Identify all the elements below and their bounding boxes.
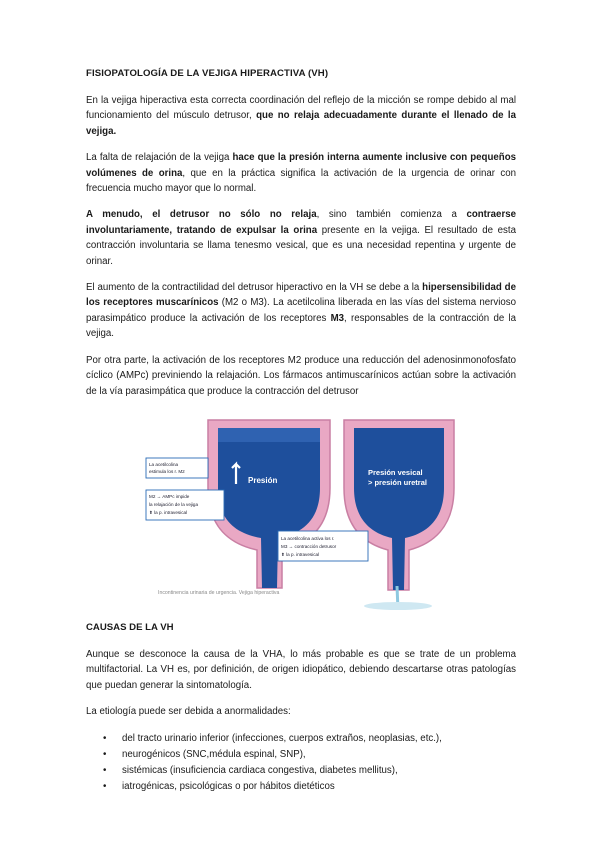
p2-text-c: , que en la práctica significa la activación de la urgencia de orinar con frecuencia mucho mayor que lo normal.	[86, 167, 516, 195]
urine-puddle	[364, 602, 432, 610]
box3-line-1: La acetilcolina activa los r.	[281, 535, 335, 541]
p4-text-a: El aumento de la contractilidad del detrusor hiperactivo en la VH se debe a la	[86, 282, 423, 294]
paragraph-2	[86, 150, 516, 196]
figure-caption: Incontinencia urinaria de urgencia. Vejiga hiperactiva	[158, 589, 280, 596]
paragraph-3	[86, 207, 516, 269]
paragraph-1	[86, 93, 516, 139]
left-pressure-label: Presión	[248, 475, 278, 485]
right-label-line-1: Presión vesical	[368, 467, 423, 477]
bullet-icon: •	[103, 781, 107, 793]
p3-text-d: presente en la vejiga. El resultado de esta contracción involuntaria se llama tenesmo vesical, que es una necesidad repentina y urgente de orinar.	[86, 224, 516, 267]
box3-line-2: M3 → contracción detrusor	[281, 543, 337, 549]
box2-line-1: M2 → AMPc impide	[149, 493, 190, 499]
acetylcholine-m3-box	[278, 531, 368, 561]
page-title: FISIOPATOLOGÍA DE LA VEJIGA HIPERACTIVA (VH)	[86, 68, 329, 79]
p1-text: En la vejiga hiperactiva esta correcta coordinación del reflejo de la micción se rompe debido al mal funcionamiento del músculo detrusor,	[86, 95, 516, 122]
bullet-icon: •	[103, 765, 107, 777]
bullet-icon: •	[103, 732, 107, 744]
bladder-figure	[86, 410, 516, 610]
p4-text-c: (M2 o M3). La acetilcolina liberada en las vías del sistema nervioso parasimpático produce la activación de los receptores	[86, 297, 516, 324]
p2-text-a: La falta de relajación de la vejiga	[86, 152, 233, 164]
paragraph-4	[86, 280, 516, 342]
left-bladder	[208, 420, 330, 588]
right-bladder	[344, 420, 454, 610]
p3-bold-a: A menudo, el detrusor no sólo no relaja	[86, 209, 317, 221]
list-item-text: neurogénicos (SNC,médula espinal, SNP),	[122, 748, 306, 760]
box3-line-3: ⬆ la p. intravesical	[281, 551, 320, 557]
box1-line-1: La acetilcolina	[149, 461, 179, 467]
list-item	[86, 731, 516, 746]
p2-bold: hace que la presión interna aumente inclusive con pequeños volúmenes de orina	[86, 152, 516, 179]
list-item	[86, 779, 516, 794]
document-content	[86, 68, 516, 796]
list-item	[86, 747, 516, 762]
list-item-text: sistémicas (insuficiencia cardiaca congestiva, diabetes mellitus),	[122, 765, 398, 777]
paragraph-5: Por otra parte, la activación de los receptores M2 produce una reducción del adenosinmonofosfato cíclico (AMPc) previniendo la relajación. Los fármacos antimuscarínicos actúan sobre la activación de la vía parasimpática que produce la contracción del detrusor	[86, 354, 516, 397]
etiology-list	[86, 731, 516, 795]
right-label-line-2: > presión uretral	[368, 477, 427, 487]
box1-line-2: estimula los r. M2	[149, 468, 185, 474]
acetylcholine-m2-box	[146, 458, 208, 478]
list-item	[86, 763, 516, 778]
bullet-icon: •	[103, 748, 107, 760]
bladder-illustration	[86, 410, 516, 610]
p4-text-e: , responsables de la contracción de la vejiga.	[86, 312, 516, 340]
p1-bold: que no relaja adecuadamente durante el llenado de la vejiga.	[86, 110, 517, 137]
right-bladder-lumen	[354, 428, 444, 590]
list-item-text: del tracto urinario inferior (infecciones, cuerpos extraños, neoplasias, etc.),	[122, 732, 442, 744]
p4-bold-d: M3	[330, 312, 345, 324]
m2-ampc-box	[146, 490, 224, 520]
left-bladder-lumen-top	[218, 428, 320, 442]
paragraph-6: Aunque se desconoce la causa de la VHA, lo más probable es que se trate de un problema multifactorial. La VH es, por definición, de origen idiopático, debiendo descartarse otras patologías que puedan generar la sintomatología.	[86, 648, 516, 691]
box2-line-3: ⬆ la p. intravesical	[149, 509, 188, 515]
box2-line-2: la relajación de la vejiga	[149, 501, 199, 507]
p3-bold-c: contraerse involuntariamente, tratando de expulsar la orina	[86, 209, 516, 236]
p3-text-b: , sino también comienza a	[316, 209, 467, 221]
list-item-text: iatrogénicas, psicológicas o por hábitos dietéticos	[122, 781, 335, 793]
paragraph-7: La etiología puede ser debida a anormalidades:	[86, 706, 291, 718]
left-bladder-lumen	[218, 428, 320, 588]
section-heading-causas: CAUSAS DE LA VH	[86, 621, 174, 633]
p4-bold-b: hipersensibilidad de los receptores muscarínicos	[86, 282, 516, 309]
